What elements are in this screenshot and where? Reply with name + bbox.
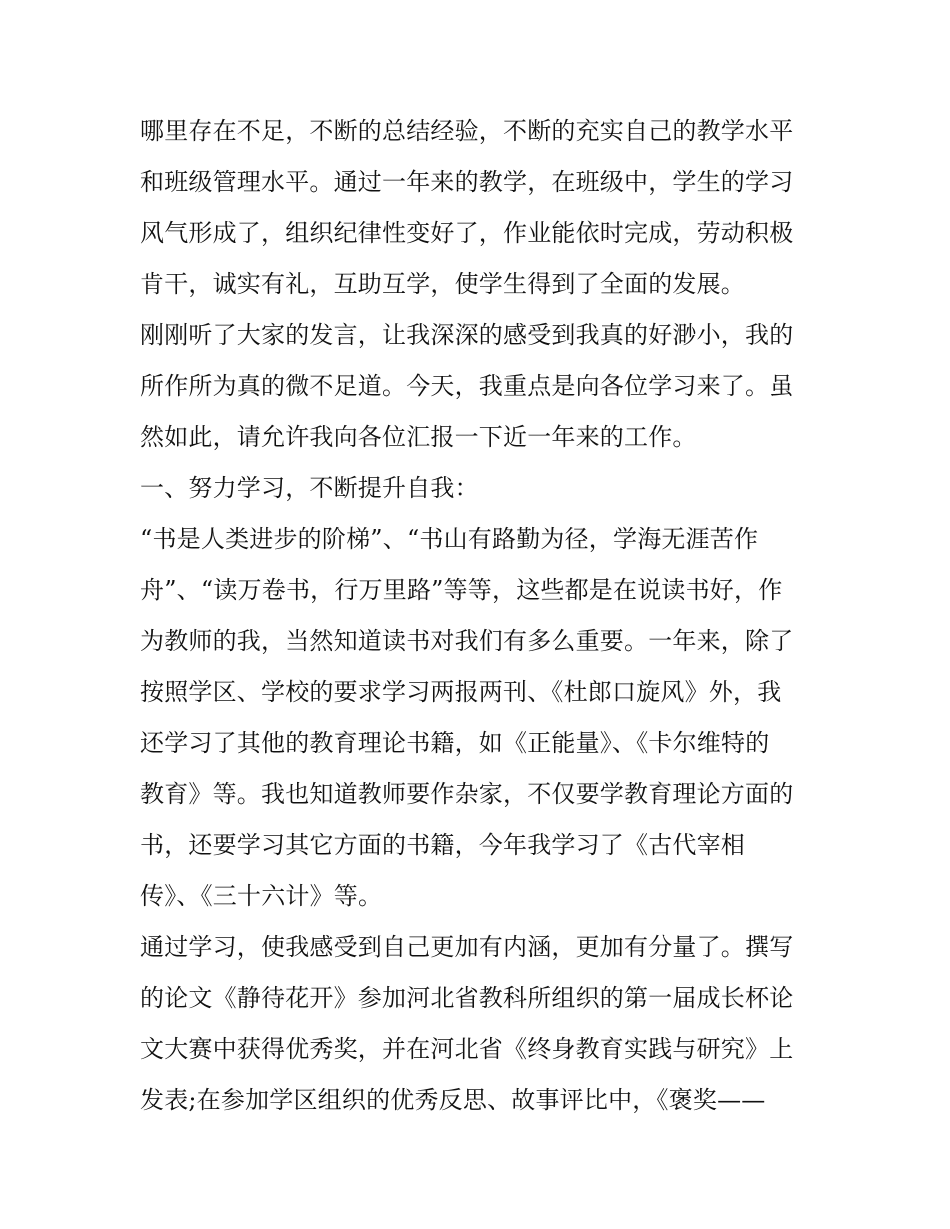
section-heading: 一、努力学习，不断提升自我： (140, 474, 479, 502)
text-line: 为教师的我，当然知道读书对我们有多么重要。一年来，除了 (140, 627, 794, 655)
text-line: 文大赛中获得优秀奖，并在河北省《终身教育实践与研究》上 (140, 1035, 794, 1063)
text-line: 发表;在参加学区组织的优秀反思、故事评比中，《褒奖—— (140, 1086, 766, 1114)
text-line: 按照学区、学校的要求学习两报两刊、《杜郎口旋风》外，我 (140, 678, 782, 706)
text-line: 哪里存在不足，不断的总结经验，不断的充实自己的教学水平 (140, 117, 794, 145)
text-line: 书，还要学习其它方面的书籍，今年我学习了《古代宰相 (140, 831, 745, 859)
text-line: 然如此，请允许我向各位汇报一下近一年来的工作。 (140, 423, 697, 451)
document-body (140, 106, 820, 1126)
text-line: 肯干，诚实有礼，互助互学，使学生得到了全面的发展。 (140, 270, 745, 298)
text-line: 通过学习，使我感受到自己更加有内涵，更加有分量了。撰写 (140, 933, 794, 961)
text-line: “书是人类进步的阶梯”、“书山有路勤为径，学海无涯苦作 (140, 525, 759, 553)
text-line: 还学习了其他的教育理论书籍，如《正能量》、《卡尔维特的 (140, 729, 770, 757)
text-line: 传》、《三十六计》等。 (140, 882, 383, 910)
text-line: 舟”、“读万卷书，行万里路”等等，这些都是在说读书好，作 (140, 576, 783, 604)
text-line: 风气形成了，组织纪律性变好了，作业能依时完成，劳动积极 (140, 219, 794, 247)
text-line: 刚刚听了大家的发言，让我深深的感受到我真的好渺小，我的 (140, 321, 794, 349)
text-line: 所作所为真的微不足道。今天，我重点是向各位学习来了。虽 (140, 372, 794, 400)
text-line: 的论文《静待花开》参加河北省教科所组织的第一届成长杯论 (140, 984, 794, 1012)
text-line: 教育》等。我也知道教师要作杂家，不仅要学教育理论方面的 (140, 780, 794, 808)
text-line: 和班级管理水平。通过一年来的教学，在班级中，学生的学习 (140, 168, 794, 196)
